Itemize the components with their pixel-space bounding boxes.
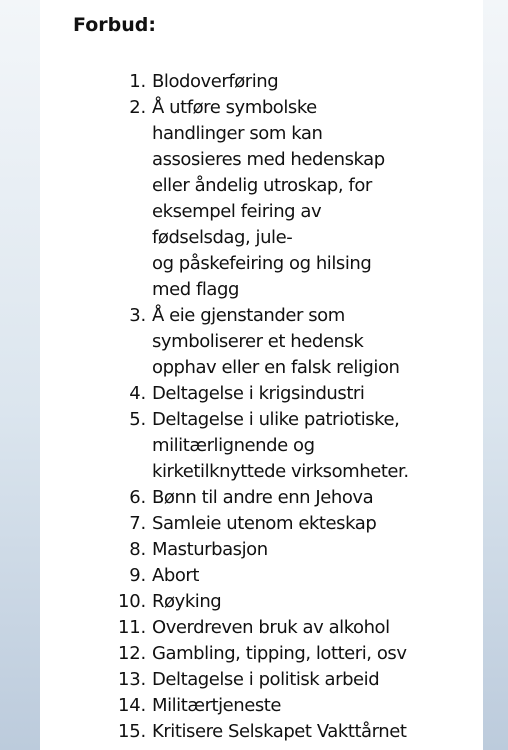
list-item-line: og påskefeiring og hilsing xyxy=(152,253,372,274)
list-item xyxy=(106,641,486,667)
list-item-text xyxy=(152,95,385,303)
list-item-line: Kritisere Selskapet Vakttårnet xyxy=(152,721,407,742)
list-item-number: 12. xyxy=(117,643,146,664)
list-item-line: Samleie utenom ekteskap xyxy=(152,513,377,534)
list-item-text xyxy=(152,407,409,485)
prohibition-list xyxy=(106,69,486,745)
list-item-line: eller åndelig utroskap, for xyxy=(152,175,372,196)
list-item-line: Deltagelse i krigsindustri xyxy=(152,383,365,404)
list-item xyxy=(106,589,486,615)
list-item-number: 13. xyxy=(117,669,146,690)
list-item-number: 3. xyxy=(129,305,146,326)
list-item xyxy=(106,407,486,485)
list-item xyxy=(106,485,486,511)
list-item-line: fødselsdag, jule- xyxy=(152,227,293,248)
list-item-number: 10. xyxy=(117,591,146,612)
list-item-line: Bønn til andre enn Jehova xyxy=(152,487,374,508)
list-item-number: 11. xyxy=(117,617,146,638)
list-item-line: Gambling, tipping, lotteri, osv xyxy=(152,643,407,664)
list-item-text xyxy=(152,511,376,537)
list-item-line: Deltagelse i politisk arbeid xyxy=(152,669,380,690)
list-item-line: handlinger som kan xyxy=(152,123,323,144)
list-item-text xyxy=(152,641,407,667)
list-item-line: militærlignende og xyxy=(152,435,315,456)
list-item-text xyxy=(152,667,379,693)
list-item-line: Overdreven bruk av alkohol xyxy=(152,617,390,638)
list-item-line: Masturbasjon xyxy=(152,539,268,560)
list-item-number: 5. xyxy=(129,409,146,430)
list-item-text xyxy=(152,589,221,615)
list-item-number: 8. xyxy=(129,539,146,560)
list-item-line: Å eie gjenstander som xyxy=(152,305,345,326)
list-item-line: Deltagelse i ulike patriotiske, xyxy=(152,409,400,430)
list-item xyxy=(106,303,486,381)
list-item-line: Militærtjeneste xyxy=(152,695,282,716)
list-item xyxy=(106,381,486,407)
list-item-line: opphav eller en falsk religion xyxy=(152,357,400,378)
list-item-line: eksempel feiring av xyxy=(152,201,322,222)
list-item-number: 4. xyxy=(129,383,146,404)
list-item-line: med flagg xyxy=(152,279,239,300)
list-item xyxy=(106,615,486,641)
list-item xyxy=(106,693,486,719)
list-item xyxy=(106,511,486,537)
list-item-number: 2. xyxy=(129,97,146,118)
list-item-line: Røyking xyxy=(152,591,222,612)
list-item xyxy=(106,69,486,95)
list-item-line: Å utføre symbolske xyxy=(152,97,317,118)
list-item-text xyxy=(152,719,406,745)
list-item-text xyxy=(152,693,281,719)
list-item-number: 15. xyxy=(117,721,146,742)
list-item xyxy=(106,563,486,589)
list-item-number: 7. xyxy=(129,513,146,534)
list-item-number: 6. xyxy=(129,487,146,508)
page-title: Forbud: xyxy=(73,14,156,36)
list-item xyxy=(106,667,486,693)
list-item-line: Abort xyxy=(152,565,199,586)
list-item-text xyxy=(152,485,373,511)
list-item-text xyxy=(152,303,399,381)
list-item xyxy=(106,537,486,563)
list-item-text xyxy=(152,563,199,589)
list-item-line: kirketilknyttede virksomheter. xyxy=(152,461,409,482)
list-item-line: Blodoverføring xyxy=(152,71,279,92)
list-item-number: 1. xyxy=(129,71,146,92)
document-page xyxy=(40,0,483,750)
list-item xyxy=(106,719,486,745)
list-item-text xyxy=(152,537,268,563)
list-item-line: assosieres med hedenskap xyxy=(152,149,385,170)
list-item-number: 14. xyxy=(117,695,146,716)
list-item xyxy=(106,95,486,303)
list-item-text xyxy=(152,69,278,95)
list-item-line: symboliserer et hedensk xyxy=(152,331,364,352)
list-item-text xyxy=(152,615,390,641)
list-item-number: 9. xyxy=(129,565,146,586)
list-item-text xyxy=(152,381,364,407)
